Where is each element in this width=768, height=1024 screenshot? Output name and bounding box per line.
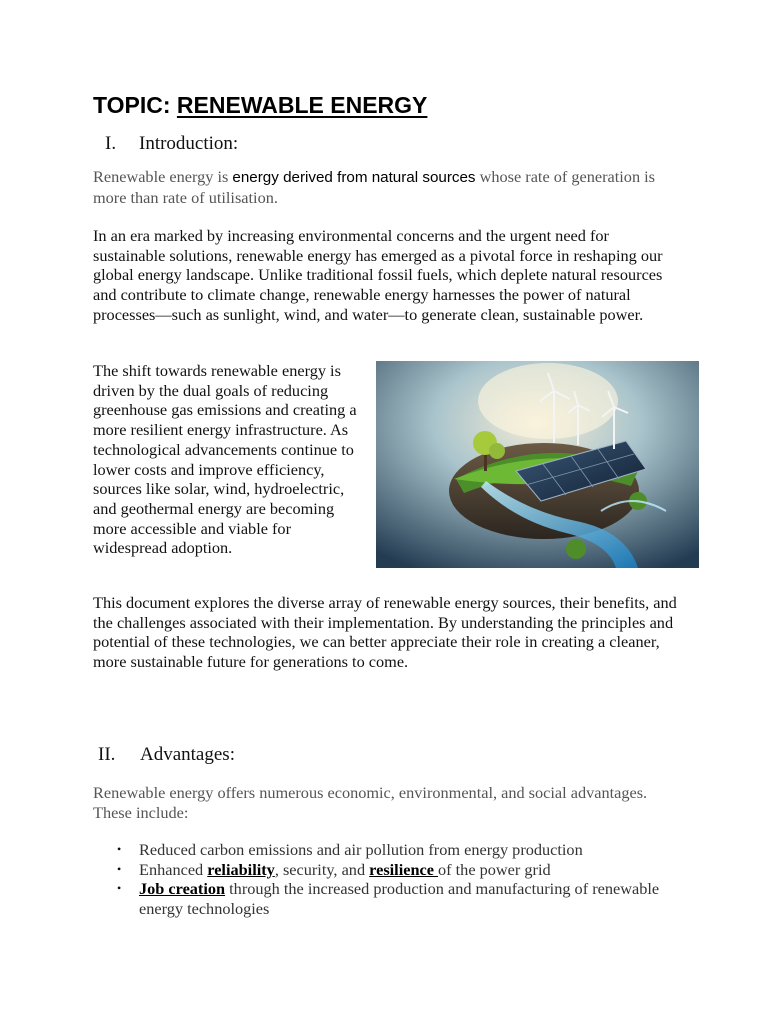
list-item-text: through the increased production and manufacturing of renewable energy technologies <box>139 879 660 919</box>
section-title: Advantages: <box>140 744 235 765</box>
paragraph-explores: This document explores the diverse array of renewable energy sources, their benefits, and the challenges associated with their implementation. By understanding the principles and potential of these technologies, we can better appreciate their role in creating a cleaner, more sustainable future for generations to come. <box>93 593 677 672</box>
list-item <box>93 840 678 860</box>
keyword-resilience: resilience <box>369 859 439 879</box>
title-topic: RENEWABLE ENERGY <box>176 92 428 118</box>
definition-text-end: whose rate of generation is more than rate of utilisation. <box>93 167 656 207</box>
definition-highlight: energy derived from natural sources <box>232 169 476 186</box>
paragraph-shift: The shift towards renewable energy is driven by the dual goals of reducing greenhouse gas emissions and creating a more resilient energy infrastructure. As technological advancements continue to lower costs and improve efficiency, sources like solar, wind, hydroelectric, and geothermal energy are becoming more accessible and viable for widespread adoption. <box>93 361 357 558</box>
keyword-reliability: reliability <box>207 859 275 879</box>
list-item <box>93 879 678 918</box>
section-heading-advantages <box>98 743 235 767</box>
bullet-icon: • <box>117 861 122 876</box>
renewable-energy-image <box>376 361 699 568</box>
list-item-text: of the power grid <box>438 859 551 879</box>
paragraph-era: In an era marked by increasing environmental concerns and the urgent need for sustainable solutions, renewable energy has emerged as a pivotal force in reshaping our global energy landscape. Unlike traditional fossil fuels, which deplete natural resources and contribute to climate change, renewable energy harnesses the power of natural processes—such as sunlight, wind, and water—to generate clean, sustainable power. <box>93 226 663 324</box>
definition-text-start: Renewable energy is <box>93 167 233 186</box>
list-item-text: Enhanced <box>139 859 208 879</box>
list-item-text: , security, and <box>274 859 370 879</box>
section-numeral: I. <box>105 133 117 154</box>
document-title <box>93 88 427 122</box>
section-title: Introduction: <box>139 133 239 154</box>
paragraph-advantages-intro: Renewable energy offers numerous economic, environmental, and social advantages. These include: <box>93 783 648 822</box>
section-numeral: II. <box>98 744 116 765</box>
list-item <box>93 860 678 880</box>
bullet-icon: • <box>117 842 122 856</box>
title-prefix: TOPIC: <box>93 92 177 118</box>
definition-paragraph <box>93 167 678 207</box>
bullet-icon: • <box>117 881 122 896</box>
renewable-energy-globe-illustration <box>376 361 699 568</box>
section-heading-introduction <box>105 132 239 156</box>
advantages-list <box>93 840 678 919</box>
keyword-job-creation: Job creation <box>139 879 226 899</box>
list-item-text: Reduced carbon emissions and air pollution from energy production <box>139 840 583 859</box>
